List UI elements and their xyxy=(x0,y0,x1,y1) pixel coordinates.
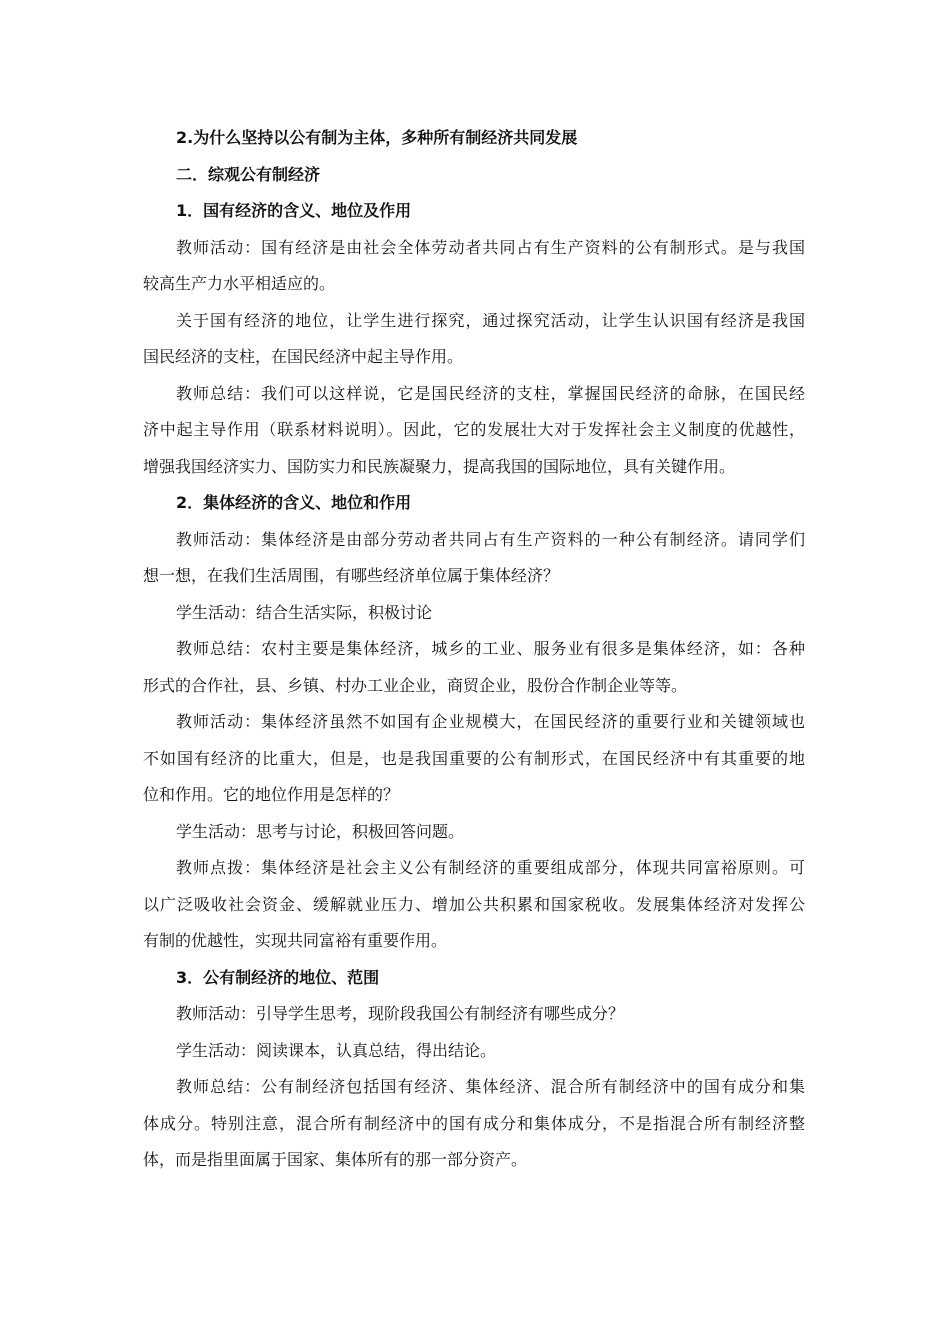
paragraph-line: 较高生产力水平相适应的。 xyxy=(143,274,336,293)
paragraph-line: 增强我国经济实力、国防实力和民族凝聚力，提高我国的国际地位，具有关键作用。 xyxy=(143,456,736,476)
paragraph-line: 教师总结：我们可以这样说，它是国民经济的支柱，掌握国民经济的命脉，在国民经 xyxy=(176,383,805,403)
paragraph-line: 想一想，在我们生活周围，有哪些经济单位属于集体经济？ xyxy=(143,566,560,585)
paragraph-line: 以广泛吸收社会资金、缓解就业压力、增加公共积累和国家税收。发展集体经济对发挥公 xyxy=(143,894,805,914)
paragraph-line: 教师总结：农村主要是集体经济，城乡的工业、服务业有很多是集体经济，如：各种 xyxy=(176,639,805,658)
paragraph-line: 教师总结：公有制经济包括国有经济、集体经济、混合所有制经济中的国有成分和集 xyxy=(176,1077,805,1096)
paragraph-line: 国民经济的支柱，在国民经济中起主导作用。 xyxy=(143,347,464,366)
section-heading: 1．国有经济的含义、地位及作用 xyxy=(176,201,412,220)
paragraph-line: 教师点拨：集体经济是社会主义公有制经济的重要组成部分，体现共同富裕原则。可 xyxy=(176,858,805,877)
paragraph-line: 位和作用。它的地位作用是怎样的？ xyxy=(143,785,400,804)
section-heading: 二．综观公有制经济 xyxy=(176,164,321,184)
paragraph-line: 不如国有经济的比重大，但是，也是我国重要的公有制形式，在国民经济中有其重要的地 xyxy=(143,748,805,768)
paragraph-line: 体，而是指里面属于国家、集体所有的那一部分资产。 xyxy=(143,1150,528,1169)
paragraph-line: 关于国有经济的地位，让学生进行探究，通过探究活动，让学生认识国有经济是我国 xyxy=(176,310,805,330)
paragraph-line: 教师活动：引导学生思考，现阶段我国公有制经济有哪些成分？ xyxy=(176,1004,625,1023)
paragraph-line: 济中起主导作用（联系材料说明）。因此，它的发展壮大对于发挥社会主义制度的优越性， xyxy=(143,420,805,439)
section-heading: 2.为什么坚持以公有制为主体，多种所有制经济共同发展 xyxy=(176,128,578,147)
paragraph-line: 学生活动：结合生活实际，积极讨论 xyxy=(176,602,433,622)
section-heading: 3．公有制经济的地位、范围 xyxy=(176,967,380,987)
paragraph-line: 教师活动：集体经济是由部分劳动者共同占有生产资料的一种公有制经济。请同学们 xyxy=(176,529,805,549)
paragraph-line: 教师活动：国有经济是由社会全体劳动者共同占有生产资料的公有制形式。是与我国 xyxy=(176,237,805,257)
paragraph-line: 学生活动：思考与讨论，积极回答问题。 xyxy=(176,821,465,841)
section-heading: 2．集体经济的含义、地位和作用 xyxy=(176,493,412,512)
document-page xyxy=(143,120,805,1179)
paragraph-line: 教师活动：集体经济虽然不如国有企业规模大，在国民经济的重要行业和关键领域也 xyxy=(176,712,805,731)
paragraph-line: 有制的优越性，实现共同富裕有重要作用。 xyxy=(143,931,448,950)
paragraph-line: 形式的合作社，县、乡镇、村办工业企业，商贸企业，股份合作制企业等等。 xyxy=(143,675,688,695)
paragraph-line: 体成分。特别注意，混合所有制经济中的国有成分和集体成分，不是指混合所有制经济整 xyxy=(143,1113,805,1133)
paragraph-line: 学生活动：阅读课本，认真总结，得出结论。 xyxy=(176,1040,497,1060)
